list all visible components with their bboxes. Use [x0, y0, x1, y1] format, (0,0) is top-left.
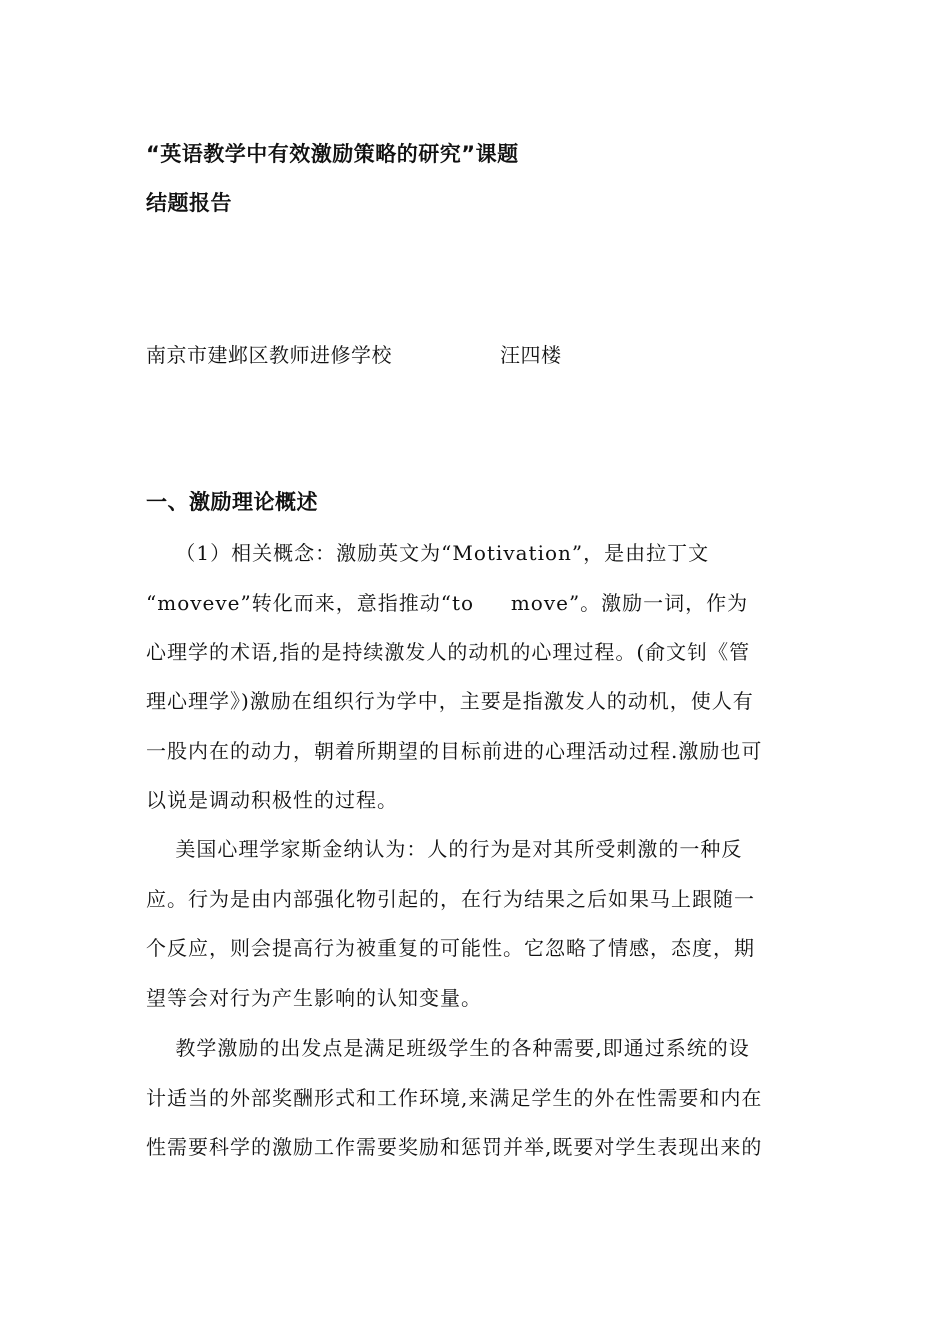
body-text-line: 计适当的外部奖酬形式和工作环境,来满足学生的外在性需要和内在 — [146, 1086, 763, 1110]
body-text-line: 一股内在的动力，朝着所期望的目标前进的心理活动过程.激励也可 — [146, 739, 763, 763]
body-text-line: 心理学的术语,指的是持续激发人的动机的心理过程。(俞文钊《管 — [146, 640, 751, 664]
report-title: “英语教学中有效激励策略的研究”课题 — [146, 142, 519, 166]
section-heading: 一、激励理论概述 — [146, 490, 318, 514]
body-text-line: 应。行为是由内部强化物引起的，在行为结果之后如果马上跟随一 — [146, 887, 755, 911]
body-text-line: 教学激励的出发点是满足班级学生的各种需要,即通过系统的设 — [146, 1036, 750, 1060]
body-text-line: （1）相关概念：激励英文为“Motivation”，是由拉丁文 — [146, 541, 710, 565]
school-name: 南京市建邺区教师进修学校 — [146, 343, 392, 367]
body-text-line: 个反应，则会提高行为被重复的可能性。它忽略了情感，态度，期 — [146, 936, 755, 960]
body-text-line: 以说是调动积极性的过程。 — [146, 788, 398, 812]
body-text-line: 性需要科学的激励工作需要奖励和惩罚并举,既要对学生表现出来的 — [146, 1135, 763, 1159]
author-name: 汪四楼 — [500, 343, 562, 367]
report-subtitle: 结题报告 — [146, 191, 232, 215]
author-line — [146, 339, 562, 368]
body-text-line: 美国心理学家斯金纳认为：人的行为是对其所受刺激的一种反 — [146, 837, 743, 861]
body-text-line: “moveve”转化而来，意指推动“to move”。激励一词，作为 — [146, 591, 749, 615]
body-text-line: 望等会对行为产生影响的认知变量。 — [146, 986, 482, 1010]
body-text-line: 理心理学》)激励在组织行为学中，主要是指激发人的动机，使人有 — [146, 689, 754, 713]
